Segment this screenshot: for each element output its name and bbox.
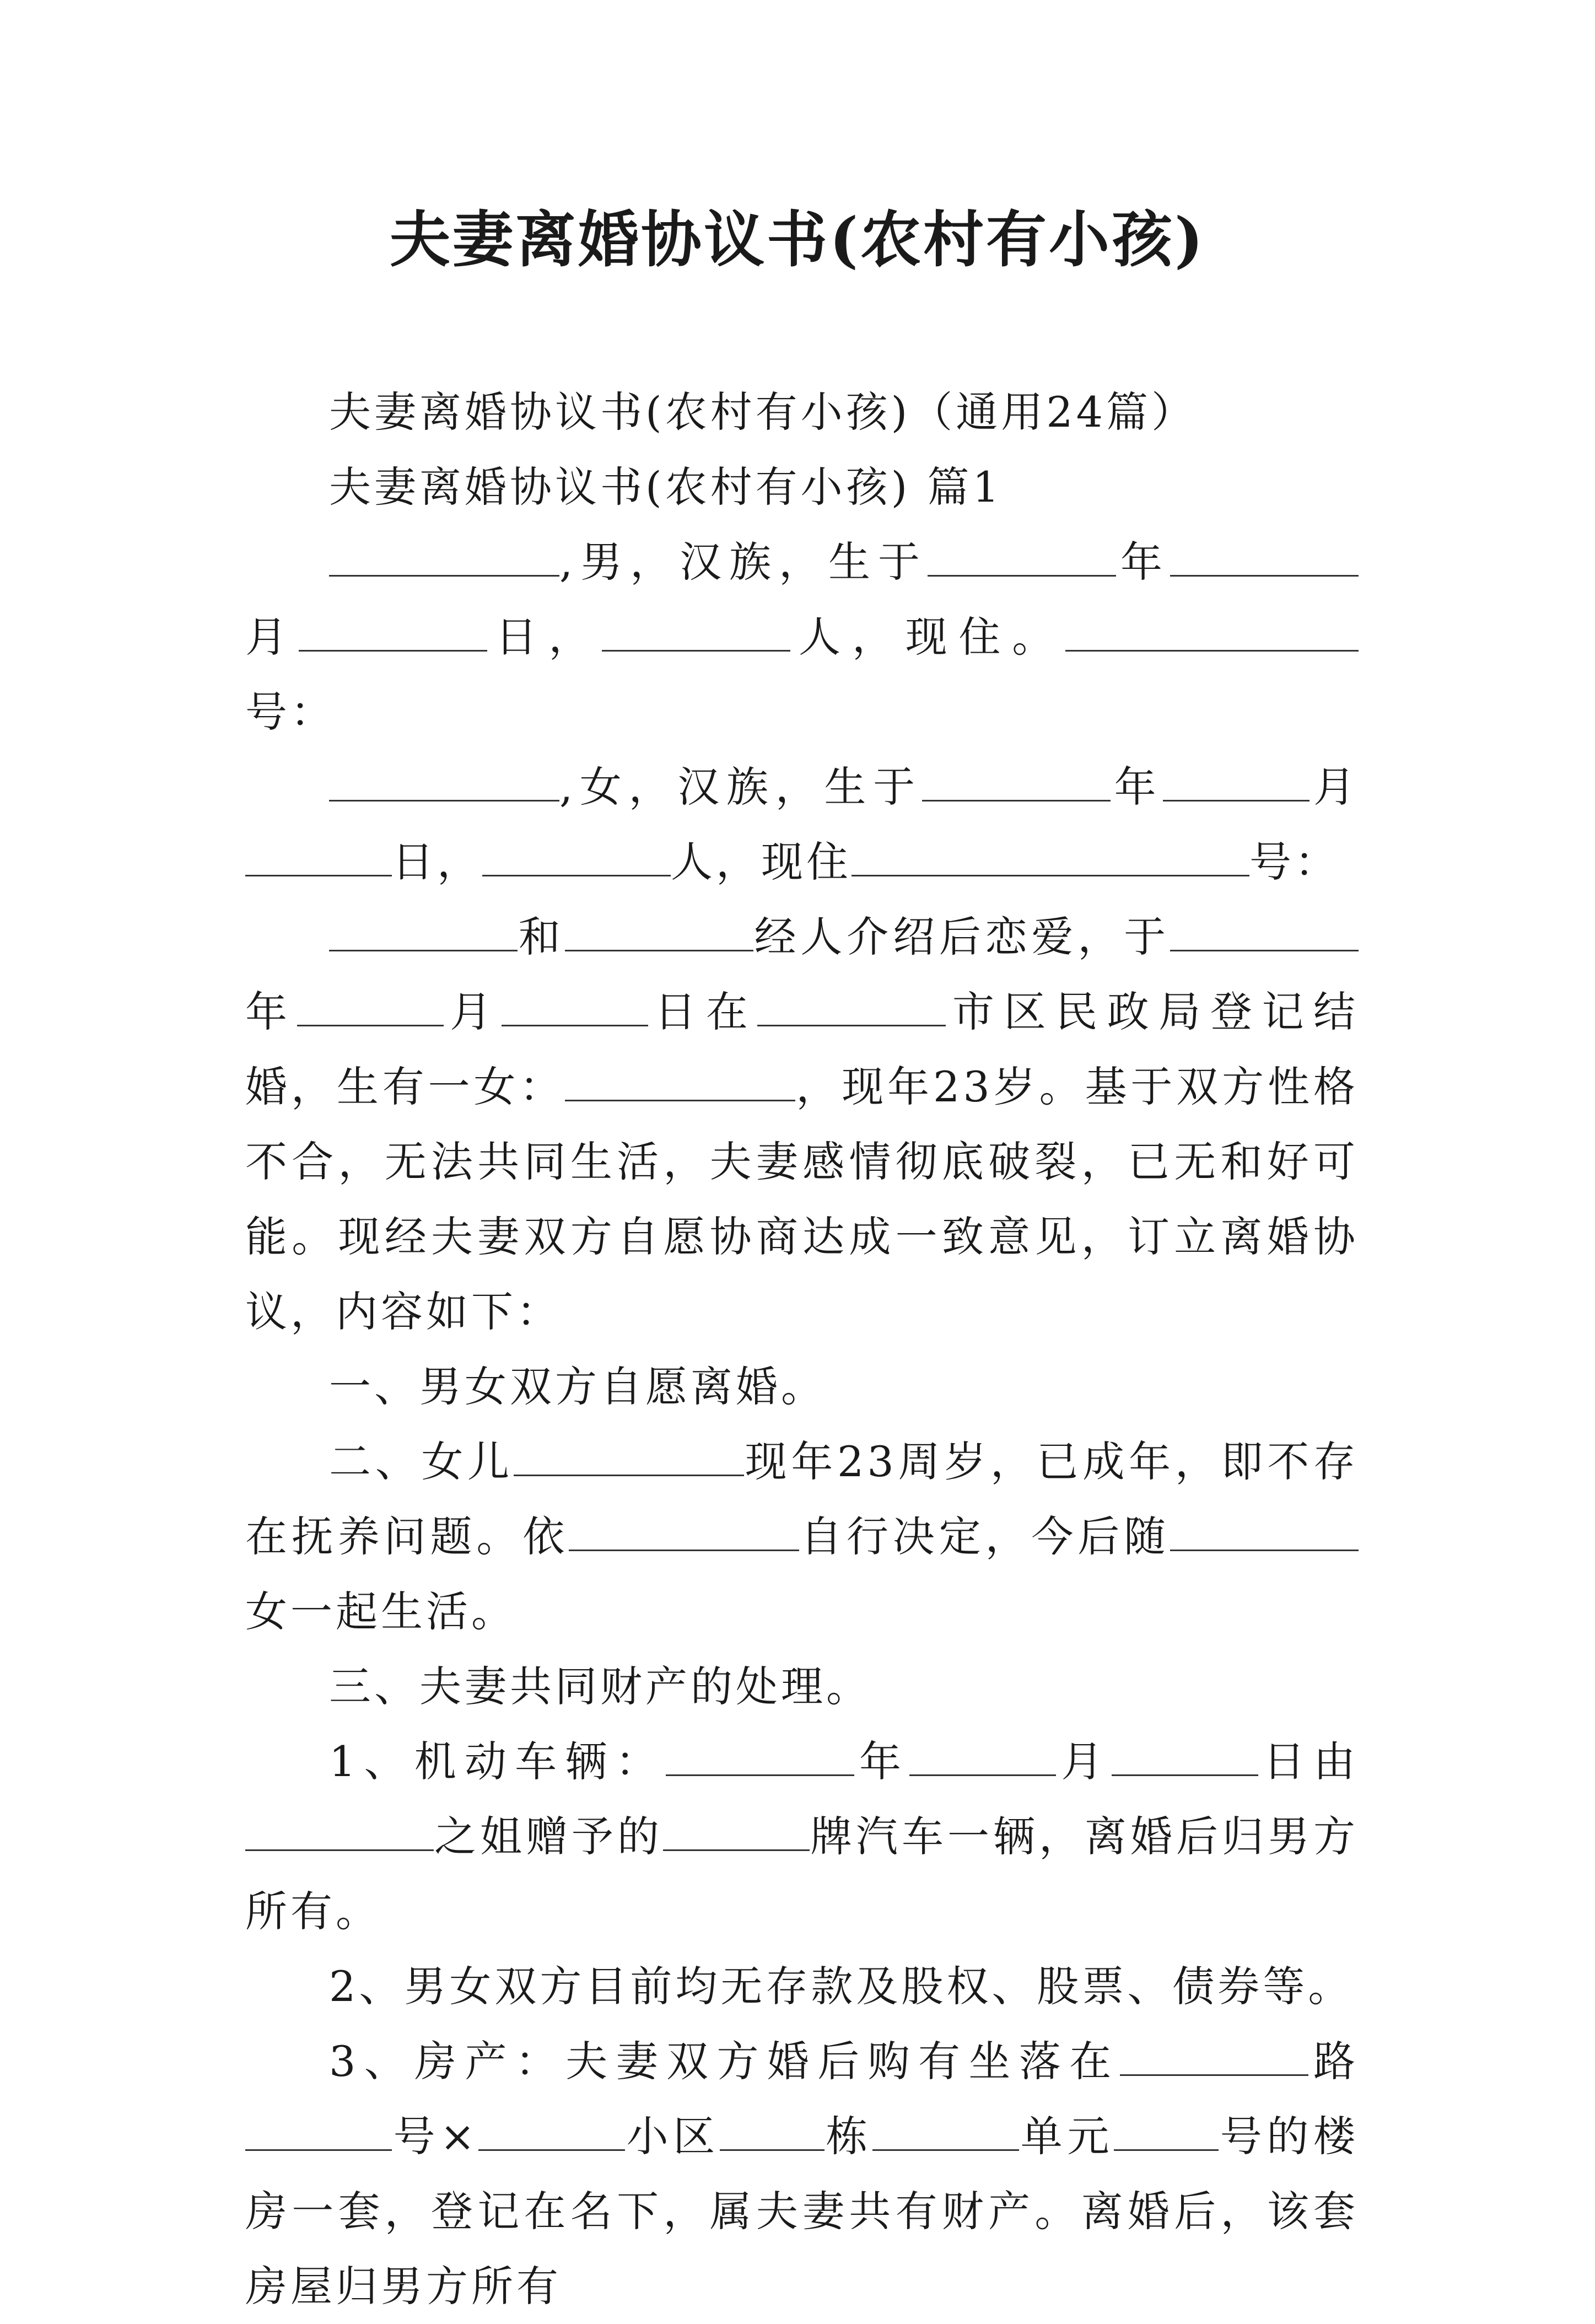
blank-field (1120, 2037, 1308, 2076)
clause-3-item-3: 3、房产：夫妻双方婚后购有坐落在 路号× 小区 栋 单元 号的楼房一套，登记在名下，属夫妻共有财产。离婚后，该套房屋归男方所有 (245, 2037, 1359, 2311)
blank-field (1065, 612, 1359, 652)
blank-field (1163, 762, 1310, 801)
blank-field (329, 912, 518, 951)
blank-field (565, 912, 753, 951)
blank-field (909, 1737, 1056, 1776)
blank-field (478, 2112, 625, 2151)
blank-field (329, 537, 559, 577)
blank-field (602, 612, 790, 652)
blank-field (1112, 1737, 1258, 1776)
blank-field (1170, 537, 1359, 577)
blank-field (663, 1812, 810, 1851)
blank-field (245, 2112, 392, 2151)
blank-field (852, 837, 1249, 876)
clause-2: 二、女儿 现年23周岁，已成年，即不存在抚养问题。依 自行决定，今后随女一起生活。 (245, 1437, 1359, 1636)
clause-3-item-2: 2、男女双方目前均无存款及股权、股票、债券等。 (329, 1962, 1354, 2011)
blank-field (872, 2112, 1019, 2151)
blank-field (502, 987, 648, 1026)
blank-field (569, 1512, 799, 1551)
blank-field (482, 837, 671, 876)
blank-field (928, 537, 1116, 577)
blank-field (245, 1812, 434, 1851)
blank-field (565, 1062, 795, 1101)
blank-field (1170, 1512, 1359, 1551)
paragraph-marriage-info: 和 经人介绍后恋爱，于年 月 日在 市区民政局登记结婚，生有一女： ，现年23岁。基于双方性格不合，无法共同生活，夫妻感情彻底破裂，已无和好可能。现经夫妻双方自愿协商达成一致意见，订立离婚协议，内容如下： (245, 912, 1359, 1336)
section-heading: 夫妻离婚协议书(农村有小孩) 篇1 (329, 462, 1003, 512)
blank-field (245, 837, 392, 876)
clause-3: 三、夫妻共同财产的处理。 (329, 1662, 871, 1711)
blank-field (757, 987, 946, 1026)
blank-field (297, 987, 444, 1026)
blank-field (666, 1737, 854, 1776)
blank-field (1170, 912, 1359, 951)
clause-1: 一、男女双方自愿离婚。 (329, 1362, 826, 1411)
document-body (245, 375, 1359, 2324)
document-title: 夫妻离婚协议书(农村有小孩) (389, 204, 1206, 275)
blank-field (922, 762, 1111, 801)
blank-field (1114, 2112, 1219, 2151)
blank-field (720, 2112, 825, 2151)
blank-field (329, 762, 559, 801)
paragraph-male-info: ,男，汉族，生于 年月 日， 人，现住。号： (245, 525, 1359, 750)
blank-field (299, 612, 487, 652)
paragraph-female-info: ,女，汉族，生于 年 月日， 人，现住 号： (245, 750, 1359, 900)
subtitle-line: 夫妻离婚协议书(农村有小孩)（通用24篇） (329, 388, 1197, 437)
blank-field (514, 1437, 744, 1476)
clause-3-item-1: 1、机动车辆： 年 月 日由之姐赠予的 牌汽车一辆，离婚后归男方所有。 (245, 1737, 1359, 1936)
